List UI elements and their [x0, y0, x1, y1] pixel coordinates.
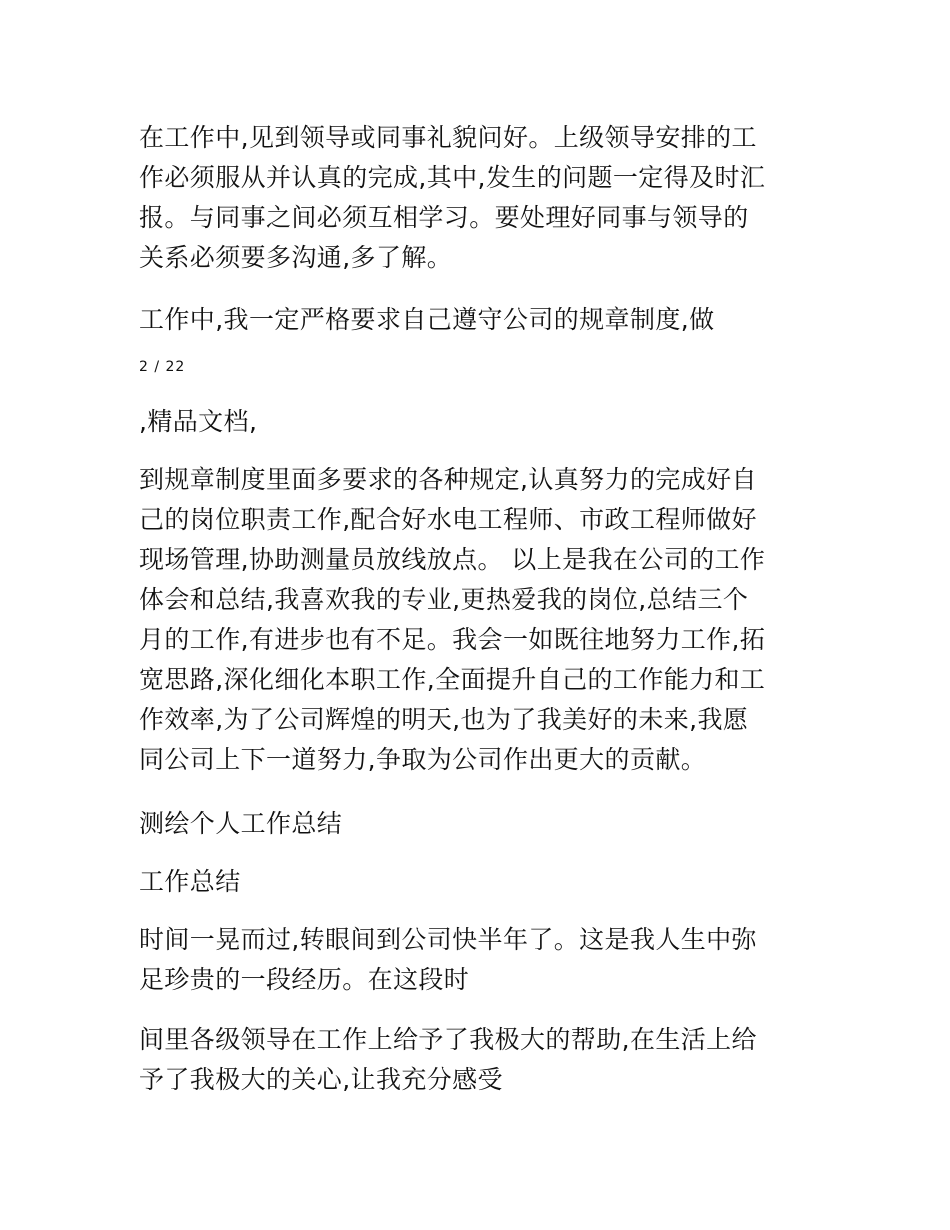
text-line: 在工作中,见到领导或同事礼貌问好。上级领导安排的工: [139, 123, 757, 152]
text-line: 同公司上下一道努力,争取为公司作出更大的贡献。: [139, 745, 707, 774]
text-line: 宽思路,深化细化本职工作,全面提升自己的工作能力和工: [139, 665, 766, 694]
text-line: 工作中,我一定严格要求自己遵守公司的规章制度,做: [139, 305, 715, 334]
header-note: [139, 402, 819, 442]
paragraph-workplace-etiquette: [139, 118, 819, 278]
paragraph-leadership-help: [139, 1020, 819, 1100]
text-line: 报。与同事之间必须互相学习。要处理好同事与领导的: [139, 203, 749, 232]
page-number: 2 / 22: [139, 359, 186, 375]
paragraph-rules-intro: [139, 300, 819, 340]
paragraph-time-passed: [139, 920, 819, 1000]
section-title: [139, 804, 819, 844]
text-line: 到规章制度里面多要求的各种规定,认真努力的完成好自: [139, 465, 757, 494]
text-line: 作效率,为了公司辉煌的明天,也为了我美好的未来,我愿: [139, 705, 749, 734]
text-line: 足珍贵的一段经历。在这段时: [139, 965, 470, 994]
text-line: 现场管理,协助测量员放线放点。 以上是我在公司的工作: [139, 545, 766, 574]
text-line: 测绘个人工作总结: [139, 809, 343, 838]
section-subtitle: [139, 862, 819, 902]
text-line: 月的工作,有进步也有不足。我会一如既往地努力工作,拓: [139, 625, 766, 654]
text-line: 予了我极大的关心,让我充分感受: [139, 1065, 503, 1094]
paragraph-summary-body: [139, 460, 819, 780]
text-line: 体会和总结,我喜欢我的专业,更热爱我的岗位,总结三个: [139, 585, 749, 614]
text-line: 作必须服从并认真的完成,其中,发生的问题一定得及时汇: [139, 163, 766, 192]
text-line: 间里各级领导在工作上给予了我极大的帮助,在生活上给: [139, 1025, 757, 1054]
text-line: 关系必须要多沟通,多了解。: [139, 243, 453, 272]
text-line: 工作总结: [139, 867, 241, 896]
text-line: ,精品文档,: [139, 407, 258, 436]
text-line: 时间一晃而过,转眼间到公司快半年了。这是我人生中弥: [139, 925, 757, 954]
text-line: 己的岗位职责工作,配合好水电工程师、市政工程师做好: [139, 505, 757, 534]
